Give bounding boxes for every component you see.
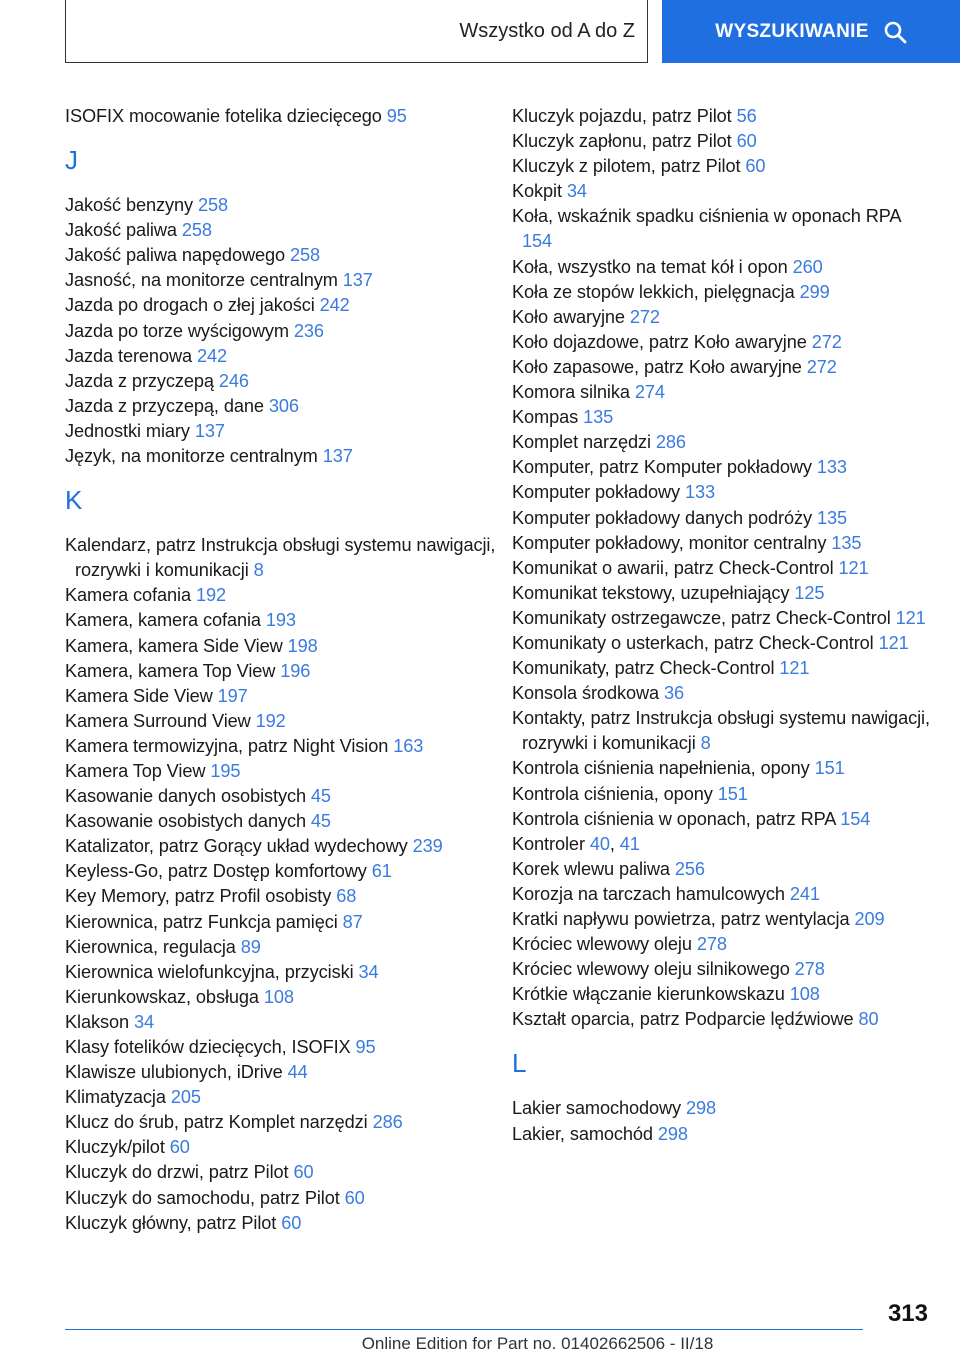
index-entry-term: Komunikaty o usterkach, patrz Check-Control	[512, 632, 879, 653]
page-link[interactable]: 298	[657, 1123, 688, 1144]
page-link[interactable]: 95	[355, 1037, 376, 1057]
index-entry: Kontroler 40, 41	[512, 833, 640, 854]
page-number: 313	[887, 1300, 928, 1327]
index-entry	[65, 344, 505, 369]
index-entry	[512, 1007, 932, 1032]
index-entry	[512, 305, 932, 330]
index-entry-term: Jakość benzyny	[65, 195, 198, 216]
index-entry-term: Kamera cofania	[65, 585, 196, 606]
page-link[interactable]: 272	[629, 306, 660, 327]
page-link[interactable]: 272	[806, 356, 837, 377]
index-entry-term: Kluczyk główny, patrz Pilot	[65, 1212, 282, 1233]
index-entry	[65, 394, 505, 419]
index-letter: K	[65, 485, 83, 516]
page-link[interactable]: 121	[878, 632, 909, 653]
index-entry	[65, 960, 505, 985]
index-entry-term: Key Memory, patrz Profil osobisty	[65, 886, 337, 907]
index-entry	[512, 882, 932, 907]
page-link[interactable]: 80	[858, 1009, 879, 1030]
index-entry-term: Króciec wlewowy oleju silnikowego	[512, 959, 795, 980]
index-entry	[65, 419, 505, 444]
index-entry	[512, 154, 932, 179]
page-link[interactable]: 286	[372, 1112, 403, 1133]
index-entry	[65, 1085, 505, 1110]
index-entry	[65, 1211, 505, 1236]
index-entry-term: Kontroler	[512, 833, 590, 854]
index-entry	[512, 706, 932, 756]
index-entry	[512, 957, 932, 982]
page-link[interactable]: 163	[393, 735, 424, 756]
index-entry-term: Kluczyk z pilotem, patrz Pilot	[512, 156, 746, 177]
index-entry	[65, 193, 505, 218]
index-entry	[512, 1122, 932, 1147]
index-entry	[65, 709, 505, 734]
index-entry	[65, 1186, 505, 1211]
index-entry-term: Komora silnika	[512, 382, 635, 403]
index-entry	[512, 1096, 932, 1121]
page-link[interactable]: 45	[310, 811, 331, 832]
search-icon	[883, 20, 907, 44]
index-entry-term: Katalizator, patrz Gorący układ wydechowy	[65, 836, 413, 857]
index-entry-term: Kluczyk do samochodu, patrz Pilot	[65, 1187, 345, 1208]
index-entry-term: Koła ze stopów lekkich, pielęgnacja	[512, 281, 800, 302]
index-letter: L	[512, 1048, 527, 1079]
index-entry-term: Kluczyk zapłonu, patrz Pilot	[512, 131, 737, 152]
index-entry-term: Jazda po drogach o złej jakości	[65, 295, 320, 316]
page-link[interactable]: 258	[290, 245, 321, 266]
index-entry-term: Komunikaty, patrz Check-Control	[512, 658, 780, 679]
index-entry	[65, 608, 505, 633]
page-link[interactable]: 151	[717, 783, 748, 804]
index-entry-term: Kontrola ciśnienia, opony	[512, 783, 718, 804]
index-entry	[65, 293, 505, 318]
page-link[interactable]: 36	[663, 683, 685, 704]
index-entry	[65, 784, 505, 809]
index-entry	[65, 985, 505, 1010]
page-link[interactable]: 125	[794, 582, 825, 603]
index-entry	[65, 1135, 505, 1160]
page-link[interactable]: 192	[255, 710, 286, 731]
index-entry	[512, 982, 932, 1007]
index-entry-term: Korozja na tarczach hamulcowych	[512, 883, 790, 904]
index-entry	[65, 243, 505, 268]
index-entry	[65, 1035, 505, 1060]
index-entry	[65, 218, 505, 243]
index-entry-term: Komputer pokładowy	[512, 482, 685, 503]
index-entry	[512, 606, 932, 631]
page-link[interactable]: 89	[240, 936, 261, 957]
page-link[interactable]: 137	[194, 420, 225, 441]
index-entry-term: Koło dojazdowe, patrz Koło awaryjne	[512, 331, 812, 352]
index-entry-term: Lakier samochodowy	[512, 1098, 686, 1119]
index-entry	[512, 355, 932, 380]
page-link[interactable]: 272	[811, 331, 842, 352]
index-entry-term: Kierunkowskaz, obsługa	[65, 986, 264, 1007]
index-entry-term: Konsola środkowa	[512, 683, 664, 704]
page-link[interactable]: 135	[816, 507, 847, 528]
index-entry-term: Krótkie włączanie kierunkowskazu	[512, 984, 790, 1005]
page-link[interactable]: 87	[342, 911, 363, 932]
page-link[interactable]: 193	[265, 610, 296, 631]
index-entry-term: Komunikaty ostrzegawcze, patrz Check-Control	[512, 607, 896, 628]
index-entry-term: Kamera termowizyjna, patrz Night Vision	[65, 735, 394, 756]
index-entry	[512, 656, 932, 681]
index-entry-term: Kluczyk/pilot	[65, 1137, 170, 1158]
index-entry	[65, 533, 505, 583]
page-link[interactable]: 306	[268, 395, 299, 416]
page-link[interactable]: 242	[196, 345, 228, 366]
page-link[interactable]: 135	[583, 407, 614, 428]
index-entry-term: Kokpit	[512, 181, 567, 202]
page-link[interactable]: 260	[792, 256, 823, 277]
index-entry-term: Kształt oparcia, patrz Podparcie lędźwiowe	[512, 1009, 859, 1030]
page-link[interactable]: 60	[736, 131, 757, 152]
index-entry	[512, 681, 932, 706]
index-entry-term: Kamera, kamera Top View	[65, 660, 281, 681]
page-link[interactable]: 205	[170, 1087, 201, 1108]
index-entry-term: Koło awaryjne	[512, 306, 630, 327]
index-entry	[65, 1110, 505, 1135]
page-link[interactable]: 274	[634, 382, 665, 403]
index-entry	[512, 204, 932, 254]
page-link[interactable]: 246	[218, 370, 249, 391]
page-link[interactable]: 242	[319, 295, 350, 316]
index-entry-term: Kasowanie danych osobistych	[65, 786, 311, 807]
page-link[interactable]: 95	[386, 106, 407, 126]
index-entry	[65, 268, 505, 293]
page-link[interactable]: 60	[745, 156, 766, 177]
page-link[interactable]: 196	[280, 660, 311, 681]
index-entry-term: Komunikat tekstowy, uzupełniający	[512, 582, 795, 603]
index-entry	[512, 857, 932, 882]
index-entry	[512, 756, 932, 781]
index-entry-term: Kontakty, patrz Instrukcja obsługi systemu nawigacji, rozrywki i komunikacji	[512, 708, 930, 754]
page-link[interactable]: 192	[195, 585, 226, 606]
index-entry-term: Kompas	[512, 407, 584, 428]
index-entry-term: Jasność, na monitorze centralnym	[65, 270, 343, 291]
page-link[interactable]: 151	[814, 758, 845, 779]
page-link[interactable]: 60	[344, 1187, 365, 1208]
page-link[interactable]: 241	[789, 883, 820, 904]
page-link[interactable]: 121	[838, 557, 869, 578]
index-entry	[65, 910, 505, 935]
index-entry	[65, 369, 505, 394]
index-column-left	[65, 104, 505, 1236]
page-link[interactable]: 133	[685, 482, 716, 503]
index-entry-term: Jazda terenowa	[65, 345, 197, 366]
index-entry	[512, 280, 932, 305]
page-link[interactable]: 154	[840, 808, 871, 829]
index-entry-term: Króciec wlewowy oleju	[512, 934, 697, 955]
page-link[interactable]: 8	[700, 733, 711, 754]
index-entry-term: Kamera Side View	[65, 685, 218, 706]
index-entry-term: Jakość paliwa	[65, 220, 182, 241]
page-link[interactable]: 299	[799, 281, 830, 302]
index-entry	[65, 1010, 505, 1035]
index-entry-term: Lakier, samochód	[512, 1123, 658, 1144]
index-entry	[512, 631, 932, 656]
index-entry	[512, 581, 932, 606]
page-link[interactable]: 137	[342, 270, 373, 291]
index-entry	[512, 104, 932, 129]
index-entry-term: Kamera, kamera cofania	[65, 610, 266, 631]
index-entry-term: Jazda z przyczepą	[65, 370, 219, 391]
tab-search-label: WYSZUKIWANIE	[715, 20, 869, 42]
index-entry	[512, 782, 932, 807]
page-link[interactable]: 8	[253, 560, 264, 581]
index-entry	[65, 659, 505, 684]
index-entry	[65, 884, 505, 909]
page-link[interactable]: 278	[696, 934, 727, 955]
page-link[interactable]: 258	[181, 220, 212, 241]
index-entry-term: Komputer pokładowy danych podróży	[512, 507, 817, 528]
footer-text: Online Edition for Part no. 01402662506 - II/18	[361, 1334, 714, 1353]
index-entry-term: Kierownica wielofunkcyjna, przyciski	[65, 961, 359, 982]
index-entry-term: Koło zapasowe, patrz Koło awaryjne	[512, 356, 807, 377]
page-link[interactable]: 239	[412, 836, 443, 857]
page-link[interactable]: 60	[293, 1162, 314, 1183]
index-entry-term: Koła, wskaźnik spadku ciśnienia w oponach RPA	[512, 206, 901, 227]
index-entry-term: Kluczyk pojazdu, patrz Pilot	[512, 106, 737, 126]
page-link[interactable]: 154	[522, 231, 553, 252]
index-entry	[512, 480, 932, 505]
page-link[interactable]: 258	[197, 195, 228, 216]
index-entry-term: Kierownica, patrz Funkcja pamięci	[65, 911, 343, 932]
index-entry-term: Komplet narzędzi	[512, 432, 656, 453]
index-entry-term: Koła, wszystko na temat kół i opon	[512, 256, 793, 277]
index-entry-term: Język, na monitorze centralnym	[65, 446, 323, 467]
index-entry	[512, 330, 932, 355]
page-link[interactable]: 60	[281, 1212, 302, 1233]
index-entry	[65, 583, 505, 608]
page-link[interactable]: 133	[816, 457, 847, 478]
index-entry	[512, 255, 932, 280]
index-entry	[512, 129, 932, 154]
page-link[interactable]: 135	[831, 532, 862, 553]
page-link[interactable]: 197	[217, 685, 248, 706]
page-link[interactable]: 68	[336, 886, 357, 907]
index-column-right	[512, 104, 932, 1147]
index-entry-term: ISOFIX mocowanie fotelika dziecięcego	[65, 106, 387, 126]
index-entry-term: Klimatyzacja	[65, 1087, 171, 1108]
index-entry	[512, 455, 932, 480]
index-entry	[65, 935, 505, 960]
page-link[interactable]: 198	[287, 635, 318, 656]
page-link[interactable]: 195	[210, 760, 241, 781]
index-entry	[65, 734, 505, 759]
page-link[interactable]: 34	[358, 961, 379, 982]
page-link[interactable]: 108	[789, 984, 820, 1005]
index-entry	[512, 556, 932, 581]
index-entry	[65, 859, 505, 884]
index-entry	[65, 319, 505, 344]
index-entry	[65, 834, 505, 859]
page-link[interactable]: 34	[566, 181, 587, 202]
index-entry-term: Komunikat o awarii, patrz Check-Control	[512, 557, 839, 578]
page-link[interactable]: 286	[655, 432, 686, 453]
index-entry	[65, 809, 505, 834]
index-entry-term: Kalendarz, patrz Instrukcja obsługi systemu nawigacji, rozrywki i komunikacji	[65, 535, 496, 581]
index-entry-term: Korek wlewu paliwa	[512, 858, 675, 879]
index-entry-term: Jednostki miary	[65, 420, 195, 441]
index-entry-term: Kontrola ciśnienia napełnienia, opony	[512, 758, 815, 779]
index-entry-term: Kratki napływu powietrza, patrz wentylacja	[512, 909, 855, 929]
index-entry-term: Kontrola ciśnienia w oponach, patrz RPA	[512, 808, 841, 829]
index-entry-term: Kamera Surround View	[65, 710, 256, 731]
index-entry	[65, 104, 505, 129]
index-entry	[512, 405, 932, 430]
tab-a-to-z-label: Wszystko od A do Z	[459, 19, 635, 42]
index-entry	[512, 531, 932, 556]
index-entry-term: Kamera, kamera Side View	[65, 635, 288, 656]
index-entry	[512, 380, 932, 405]
index-entry-term: Jazda z przyczepą, dane	[65, 395, 269, 416]
page-link[interactable]: 60	[169, 1137, 190, 1158]
page-link[interactable]: 108	[263, 986, 294, 1007]
index-entry	[512, 179, 932, 204]
page-link[interactable]: 41	[619, 833, 640, 854]
page-link[interactable]: 121	[779, 658, 810, 679]
page-link[interactable]: 209	[854, 909, 885, 929]
page-link[interactable]: 278	[794, 959, 825, 980]
index-entry-term: Komputer, patrz Komputer pokładowy	[512, 457, 817, 478]
tab-search[interactable]	[662, 0, 960, 63]
index-entry-term: Klawisze ulubionych, iDrive	[65, 1062, 288, 1083]
footer-rule	[65, 1329, 863, 1330]
tab-a-to-z[interactable]	[65, 0, 648, 63]
page-link[interactable]: 56	[736, 106, 757, 126]
index-letter: J	[65, 145, 78, 176]
index-entry	[512, 506, 932, 531]
index-entry	[512, 907, 932, 932]
index-entry	[65, 759, 505, 784]
index-entry	[512, 932, 932, 957]
index-entry	[65, 1160, 505, 1185]
index-entry	[512, 430, 932, 455]
index-entry-term: Klucz do śrub, patrz Komplet narzędzi	[65, 1112, 373, 1133]
page-link[interactable]: 256	[674, 858, 705, 879]
index-entry	[65, 634, 505, 659]
index-entry-term: Kierownica, regulacja	[65, 936, 241, 957]
index-entry-term: Kamera Top View	[65, 760, 211, 781]
page-link[interactable]: 61	[371, 861, 392, 882]
index-entry-term: Klakson	[65, 1011, 134, 1032]
index-entry-term: Komputer pokładowy, monitor centralny	[512, 532, 832, 553]
index-entry	[512, 807, 932, 832]
page-link[interactable]: 137	[322, 446, 353, 467]
index-entry	[65, 444, 505, 469]
index-entry-term: Jazda po torze wyścigowym	[65, 320, 294, 341]
page-link[interactable]: 298	[686, 1098, 717, 1119]
page-link[interactable]: 44	[287, 1062, 308, 1083]
index-entry-term: Jakość paliwa napędowego	[65, 245, 290, 266]
page-link[interactable]: 40	[589, 833, 610, 854]
index-entry-term: Keyless-Go, patrz Dostęp komfortowy	[65, 861, 372, 882]
index-entry	[65, 684, 505, 709]
page-link[interactable]: 236	[293, 320, 324, 341]
page-link[interactable]: 121	[895, 607, 926, 628]
index-entry	[65, 1060, 505, 1085]
page-link[interactable]: 34	[133, 1011, 154, 1032]
index-entry-term: Kluczyk do drzwi, patrz Pilot	[65, 1162, 294, 1183]
index-entry-term: Klasy fotelików dziecięcych, ISOFIX	[65, 1037, 356, 1057]
index-entry-term: Kasowanie osobistych danych	[65, 811, 311, 832]
page-link[interactable]: 45	[310, 786, 331, 807]
